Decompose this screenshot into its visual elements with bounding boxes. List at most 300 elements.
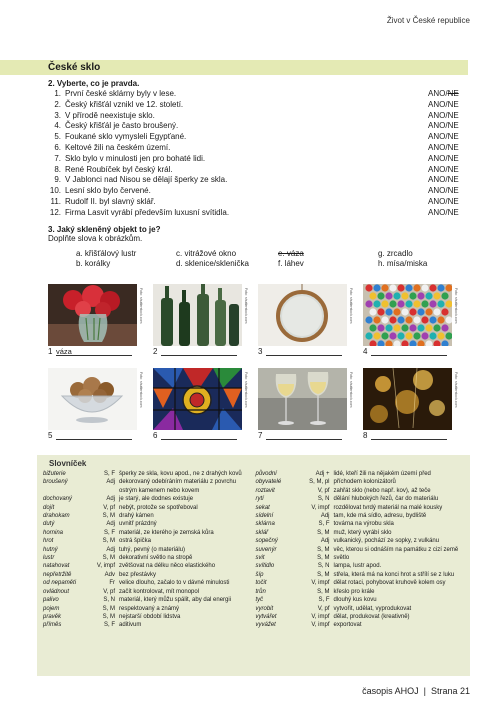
vocabulary-grammar: V, impf — [311, 622, 330, 629]
bead — [393, 292, 400, 299]
bead — [425, 308, 432, 315]
vocabulary-entry — [256, 478, 465, 486]
ano-ne-choice[interactable] — [428, 197, 468, 208]
photo-cell-5 — [48, 368, 153, 448]
vocabulary-grammar: S, M — [102, 555, 115, 562]
running-head: Život v České republice — [386, 16, 470, 25]
statement-text: René Roubíček byl český král. — [65, 164, 173, 174]
bead — [413, 300, 420, 307]
vocabulary-grammar: V, pf — [103, 504, 115, 511]
vocabulary-word: broušený — [43, 479, 68, 486]
vocabulary-grammar: Adj + — [315, 471, 330, 477]
bead — [393, 308, 400, 315]
answer-number: 6 — [153, 431, 158, 440]
mirror-photo — [258, 284, 347, 346]
ano-ne-choice[interactable] — [428, 208, 468, 219]
bead — [437, 316, 444, 323]
bead — [377, 308, 384, 315]
vocabulary-definition: dělání hlubokých řezů, čar do materiálu — [333, 496, 439, 503]
bottles-photo — [153, 284, 242, 346]
word-bank-item: d. sklenice/sklenička — [176, 258, 249, 268]
bead — [429, 300, 436, 307]
statement-text: Firma Lasvit vyrábí především luxusní svítidla. — [65, 207, 230, 217]
vocabulary-entry — [43, 520, 252, 528]
vocabulary-entry — [43, 478, 252, 486]
answer-ne[interactable]: NE — [447, 99, 459, 109]
statement-number: 3. — [54, 110, 61, 120]
footer-separator: | — [423, 686, 426, 696]
bead — [437, 284, 444, 291]
bead — [381, 300, 388, 307]
vocabulary-definition: nejstarší období lidstva — [119, 613, 181, 620]
bead — [417, 308, 424, 315]
bead — [409, 308, 416, 315]
vocabulary-grammar: V, impf — [96, 563, 115, 570]
ano-ne-choice[interactable] — [428, 100, 468, 111]
vocabulary-word: bižuterie — [43, 471, 66, 477]
vocabulary-word: roztavit — [255, 487, 275, 494]
answer-ano[interactable]: ANO/ — [428, 132, 448, 142]
vocabulary-word: sklář — [255, 529, 269, 536]
bead — [385, 292, 392, 299]
answer-8 — [363, 431, 468, 440]
vocabulary-word: původní — [255, 471, 277, 477]
bead — [413, 332, 420, 339]
vocabulary-grammar: V, pf — [317, 605, 330, 612]
bead — [397, 300, 404, 307]
vocabulary-definition: zvětšovat na délku něco elastického — [119, 563, 216, 570]
vocabulary-definition: ostrá špička — [119, 538, 152, 545]
vocabulary-word: hutný — [43, 546, 58, 553]
bead — [389, 316, 396, 323]
vocabulary-entry — [256, 470, 465, 478]
vocabulary-definition: exportovat — [333, 622, 362, 629]
answer-ne[interactable]: NE — [447, 132, 459, 142]
vocabulary-definition: dekorativní světlo na stropě — [119, 555, 193, 562]
photo-credit: Foto: shutterstock.com — [139, 372, 143, 408]
bead — [377, 324, 384, 331]
statement-text: V přírodě neexistuje sklo. — [65, 110, 155, 120]
vocabulary-grammar: S, M — [317, 588, 330, 595]
word-bank-item: c. vitrážové okno — [176, 248, 237, 258]
bead — [385, 324, 392, 331]
statement-number: 2. — [54, 99, 61, 109]
bead — [401, 324, 408, 331]
vocabulary-word: sídelní — [255, 513, 274, 520]
bead — [381, 284, 388, 291]
vocabulary-word: natahovat — [43, 563, 70, 570]
vocabulary-definition: rozdělovat tvrdý materiál na malé kousky — [333, 504, 443, 511]
photo-cell-1 — [48, 284, 153, 364]
vocabulary-word: od nepaměti — [43, 580, 77, 587]
vocabulary-grammar: S, F — [103, 471, 115, 477]
vocabulary-entry — [256, 546, 465, 554]
vocabulary-grammar: Adj — [106, 496, 115, 503]
vocabulary-definition: dlouhý kus kovu — [333, 597, 377, 604]
photo-credit: Foto: shutterstock.com — [454, 372, 458, 408]
answer-number: 8 — [363, 431, 368, 440]
bead — [437, 332, 444, 339]
answer-number: 2 — [153, 347, 158, 356]
vocabulary-definition: uvnitř prázdný — [119, 521, 157, 528]
answer-1 — [48, 347, 153, 356]
vocabulary-definition: drahý kámen — [119, 513, 154, 520]
ano-ne-choice[interactable] — [428, 165, 468, 176]
bead — [373, 316, 380, 323]
bead — [409, 292, 416, 299]
exercise-area — [48, 60, 468, 269]
bead — [369, 324, 376, 331]
vocabulary-grammar: S, M — [317, 546, 330, 553]
answer-ano[interactable]: ANO/ — [428, 99, 448, 109]
answer-ne[interactable]: NE — [447, 207, 459, 217]
answer-ano[interactable]: ANO/ — [428, 207, 448, 217]
answer-6-input[interactable] — [161, 431, 237, 440]
answer-2 — [153, 347, 258, 356]
answer-ne[interactable]: NE — [447, 121, 459, 131]
vocabulary-word: ovládnout — [43, 588, 70, 595]
ano-ne-choice[interactable] — [428, 186, 468, 197]
vocabulary-entry — [256, 579, 465, 587]
photo-cell-8 — [363, 368, 468, 448]
vocabulary-grammar: S, M — [317, 529, 330, 536]
bead — [369, 292, 376, 299]
vocabulary-left-column — [43, 470, 252, 630]
bead — [397, 284, 404, 291]
vocabulary-entry — [43, 579, 252, 587]
vocabulary-entry — [43, 529, 252, 537]
stained-glass-photo — [153, 368, 242, 430]
vocabulary-entry — [43, 596, 252, 604]
bead — [409, 324, 416, 331]
bead — [405, 300, 412, 307]
bead — [365, 300, 372, 307]
vase-photo — [48, 284, 137, 346]
vocabulary-entry — [43, 562, 252, 570]
vocabulary-entry — [256, 504, 465, 512]
statement-row — [48, 111, 468, 122]
photo-credit: Foto: shutterstock.com — [454, 288, 458, 324]
vocabulary-grammar: S, F — [103, 622, 115, 629]
vocabulary-grammar: Fr — [109, 580, 115, 587]
statement-number: 8. — [54, 164, 61, 174]
vocabulary-entry — [43, 487, 252, 495]
vocabulary-entry — [256, 537, 465, 545]
vocabulary-definition: křeslo pro krále — [333, 588, 375, 595]
bead — [421, 284, 428, 291]
vocabulary-definition: světlo — [333, 555, 350, 562]
word-bank-item: b. korálky — [76, 258, 111, 268]
vocabulary-grammar: V, pf — [103, 588, 115, 595]
vocabulary-word: dochovaný — [43, 496, 73, 503]
vocabulary-definition: továrna na výrobu skla — [333, 521, 394, 528]
photo-credit: Foto: shutterstock.com — [244, 372, 248, 408]
vocabulary-grammar: S, F — [318, 521, 330, 528]
answer-7 — [258, 431, 363, 440]
vocabulary-definition: materiál, ze kterého je zemská kůra — [119, 529, 214, 536]
vocabulary-entry — [256, 605, 465, 613]
statement-text: Český křišťál vznikl ve 12. století. — [65, 99, 184, 109]
ano-ne-choice[interactable] — [428, 121, 468, 132]
vocabulary-definition: je starý, ale dodnes existuje — [119, 496, 194, 503]
statement-text: První české sklárny byly v lese. — [65, 89, 177, 98]
answer-ano[interactable]: ANO/ — [428, 89, 448, 98]
vocabulary-grammar — [95, 487, 119, 495]
vocabulary-entry — [43, 470, 252, 478]
statement-text: V Jablonci nad Nisou se dělají šperky ze skla. — [65, 175, 228, 185]
bead — [441, 292, 448, 299]
bead — [381, 316, 388, 323]
vocabulary-grammar: S, N — [317, 496, 330, 503]
vocabulary-word: hrot — [43, 538, 54, 545]
statement-row — [48, 143, 468, 154]
vocabulary-title: Slovníček — [49, 459, 87, 468]
answer-ne[interactable]: NE — [447, 153, 459, 163]
vocabulary-word: dojít — [43, 504, 55, 511]
bead — [389, 300, 396, 307]
wine-glasses-photo — [258, 368, 347, 430]
answer-ne[interactable]: NE — [447, 110, 459, 120]
answer-ano[interactable]: ANO/ — [428, 121, 448, 131]
bead — [385, 308, 392, 315]
bead — [389, 332, 396, 339]
vocabulary-entry — [256, 495, 465, 503]
bead — [401, 292, 408, 299]
statement-number: 4. — [54, 121, 61, 131]
vocabulary-definition: zahřát sklo (nebo např. kov), až teče — [333, 487, 431, 494]
vocabulary-grammar: V, pf — [317, 487, 330, 494]
vocabulary-grammar: V, impf — [311, 613, 330, 620]
vocabulary-entry — [256, 562, 465, 570]
bead — [381, 332, 388, 339]
bead — [365, 316, 372, 323]
answer-ano[interactable]: ANO/ — [428, 164, 448, 174]
vocabulary-definition: vytvořit, udělat, vyprodukovat — [333, 605, 412, 612]
ano-ne-choice[interactable] — [428, 175, 468, 186]
bead — [421, 316, 428, 323]
answer-2-input[interactable] — [161, 347, 237, 356]
answer-number: 7 — [258, 431, 263, 440]
photo-credit: Foto: shutterstock.com — [244, 288, 248, 324]
bead — [425, 324, 432, 331]
bead — [405, 316, 412, 323]
statement-number: 12. — [49, 207, 61, 217]
answer-3-input[interactable] — [266, 347, 342, 356]
bead — [437, 300, 444, 307]
vocabulary-grammar: Adj — [320, 538, 330, 545]
vocabulary-definition: věc, kterou si odnáším na památku z cizí země — [333, 546, 459, 553]
answer-ano[interactable]: ANO/ — [428, 186, 448, 196]
vocabulary-word: příměs — [43, 622, 62, 629]
vocabulary-definition: dělat, produkovat (kreativně) — [333, 613, 410, 620]
vocabulary-word: trůn — [255, 588, 266, 595]
vocabulary-definition: začít kontrolovat, mít monopol — [119, 588, 200, 595]
answer-ne[interactable]: NE — [447, 164, 459, 174]
photo-row-1 — [48, 284, 468, 364]
answer-ne[interactable]: NE — [447, 142, 459, 152]
statement-number: 6. — [54, 142, 61, 152]
vocabulary-entry — [43, 554, 252, 562]
bead — [429, 316, 436, 323]
vocabulary-grammar: S, F — [103, 529, 115, 536]
vocabulary-definition: vulkanický, pochází ze sopky, z vulkánu — [333, 538, 440, 545]
statement-row — [48, 154, 468, 165]
statement-text: Sklo bylo v minulosti jen pro bohaté lidi. — [65, 153, 206, 163]
vocabulary-grammar: S, M — [317, 555, 330, 562]
vocabulary-grammar: S, F — [318, 597, 330, 604]
vocabulary-entry — [43, 512, 252, 520]
bead — [421, 332, 428, 339]
vocabulary-word: svítidlo — [255, 563, 275, 570]
vocabulary-definition: lidé, kteří žili na nějakém území před — [333, 471, 431, 477]
bead — [421, 300, 428, 307]
vocabulary-word: lustr — [43, 555, 55, 562]
ano-ne-choice[interactable] — [428, 154, 468, 165]
answer-ano[interactable]: ANO/ — [428, 175, 448, 185]
vocabulary-word: suvenýr — [255, 546, 277, 553]
vocabulary-entry — [43, 546, 252, 554]
answer-5-input[interactable] — [56, 431, 132, 440]
ano-ne-choice[interactable] — [428, 132, 468, 143]
vocabulary-entry — [43, 571, 252, 579]
answer-ne[interactable]: NE — [447, 186, 459, 196]
answer-6 — [153, 431, 258, 440]
answer-5 — [48, 431, 153, 440]
answer-ano[interactable]: ANO/ — [428, 153, 448, 163]
bead — [369, 308, 376, 315]
photo-credit: Foto: shutterstock.com — [349, 372, 353, 408]
vocabulary-definition: ostrým kamenem nebo kovem — [119, 487, 200, 494]
bead — [417, 324, 424, 331]
vocabulary-grammar: S, M, pl — [309, 479, 330, 486]
vocabulary-definition: lampa, lustr apod. — [333, 563, 382, 570]
vocabulary-grammar: S, M — [102, 513, 115, 520]
vocabulary-box — [37, 455, 470, 676]
statement-text: Keltové žili na českém území. — [65, 142, 171, 152]
answer-number: 4 — [363, 347, 368, 356]
answer-number: 1 — [48, 347, 53, 356]
statement-row — [48, 132, 468, 143]
vocabulary-entry — [256, 571, 465, 579]
bead — [425, 292, 432, 299]
vocabulary-grammar: Adv — [104, 571, 115, 578]
vocabulary-entry — [256, 512, 465, 520]
vocabulary-entry — [256, 554, 465, 562]
ano-ne-choice[interactable] — [428, 111, 468, 122]
bead — [433, 324, 440, 331]
statement-number: 9. — [54, 175, 61, 185]
vocabulary-entry — [256, 621, 465, 629]
answer-4-input[interactable] — [371, 347, 447, 356]
true-false-list — [48, 89, 468, 219]
vocabulary-grammar: S, N — [103, 597, 115, 604]
answer-ano[interactable]: ANO/ — [428, 196, 448, 206]
vocabulary-entry — [256, 588, 465, 596]
vocabulary-word: sklárna — [255, 521, 275, 528]
bead — [441, 324, 448, 331]
answer-1-input[interactable]: váza — [56, 347, 132, 356]
chandelier-photo — [363, 368, 452, 430]
vocabulary-entry — [256, 487, 465, 495]
ano-ne-choice[interactable] — [428, 143, 468, 154]
word-bank-item: a. křišťálový lustr — [76, 248, 137, 258]
vocabulary-word: pojem — [43, 605, 60, 612]
answer-ne[interactable]: NE — [447, 175, 459, 185]
vocabulary-word: tyč — [255, 597, 264, 604]
word-bank — [76, 249, 468, 269]
vocabulary-word: obyvatelé — [255, 479, 282, 486]
statement-row — [48, 100, 468, 111]
ano-ne-choice[interactable] — [428, 89, 468, 100]
vocabulary-entry — [43, 537, 252, 545]
vocabulary-definition: respektovaný a známý — [119, 605, 180, 612]
bead — [365, 284, 372, 291]
statement-row — [48, 121, 468, 132]
answer-ne[interactable]: NE — [447, 196, 459, 206]
statement-row — [48, 175, 468, 186]
vocabulary-definition: materiál, který můžu spálit, aby dal energii — [119, 597, 232, 604]
answer-3 — [258, 347, 363, 356]
bead — [401, 308, 408, 315]
bead — [433, 308, 440, 315]
photo-cell-2 — [153, 284, 258, 364]
vocabulary-grammar: Adj — [320, 513, 330, 520]
bead — [433, 292, 440, 299]
vocabulary-entry — [256, 520, 465, 528]
vocabulary-definition: nebýt, protože se spotřeboval — [119, 504, 198, 511]
vocabulary-grammar: S, M — [317, 571, 330, 578]
statement-number: 11. — [50, 196, 61, 206]
vocabulary-word: pravěk — [43, 613, 62, 620]
vocabulary-definition: aditivum — [119, 622, 142, 629]
bead — [405, 332, 412, 339]
section-title: České sklo — [0, 60, 468, 75]
statement-number: 7. — [54, 153, 61, 163]
page-footer — [362, 686, 470, 696]
vocabulary-right-column — [256, 470, 465, 630]
vocabulary-word: vyvážet — [255, 622, 276, 629]
photo-cell-3 — [258, 284, 363, 364]
bead — [373, 284, 380, 291]
photo-cell-6 — [153, 368, 258, 448]
bead — [413, 316, 420, 323]
vocabulary-entry — [256, 613, 465, 621]
statement-number: 1. — [54, 89, 61, 98]
answer-ano[interactable]: ANO/ — [428, 110, 448, 120]
vocabulary-word: vyrobit — [255, 605, 274, 612]
answer-ano[interactable]: ANO/ — [428, 142, 448, 152]
vocabulary-entry — [43, 621, 252, 629]
vocabulary-word: dutý — [43, 521, 55, 528]
magazine-name: časopis AHOJ — [362, 686, 419, 696]
statement-row — [48, 89, 468, 100]
vocabulary-entry — [43, 605, 252, 613]
statement-text: Foukané sklo vymysleli Egypťané. — [65, 132, 187, 142]
vocabulary-definition: velice dlouho, začalo to v dávné minulosti — [119, 580, 230, 587]
vocabulary-grammar: V, impf — [311, 504, 330, 511]
vocabulary-entry — [43, 504, 252, 512]
vocabulary-word: točit — [255, 580, 267, 587]
vocabulary-definition: muž, který vyrábí sklo — [333, 529, 392, 536]
answer-7-input[interactable] — [266, 431, 342, 440]
answer-8-input[interactable] — [371, 431, 447, 440]
statement-text: Lesní sklo bylo červené. — [65, 186, 151, 196]
photo-credit: Foto: shutterstock.com — [349, 288, 353, 324]
vocabulary-word: vytvářet — [255, 613, 277, 620]
vocabulary-word: sopečný — [255, 538, 278, 545]
word-bank-item: f. láhev — [278, 258, 304, 268]
answer-ne[interactable]: NE — [447, 89, 459, 98]
